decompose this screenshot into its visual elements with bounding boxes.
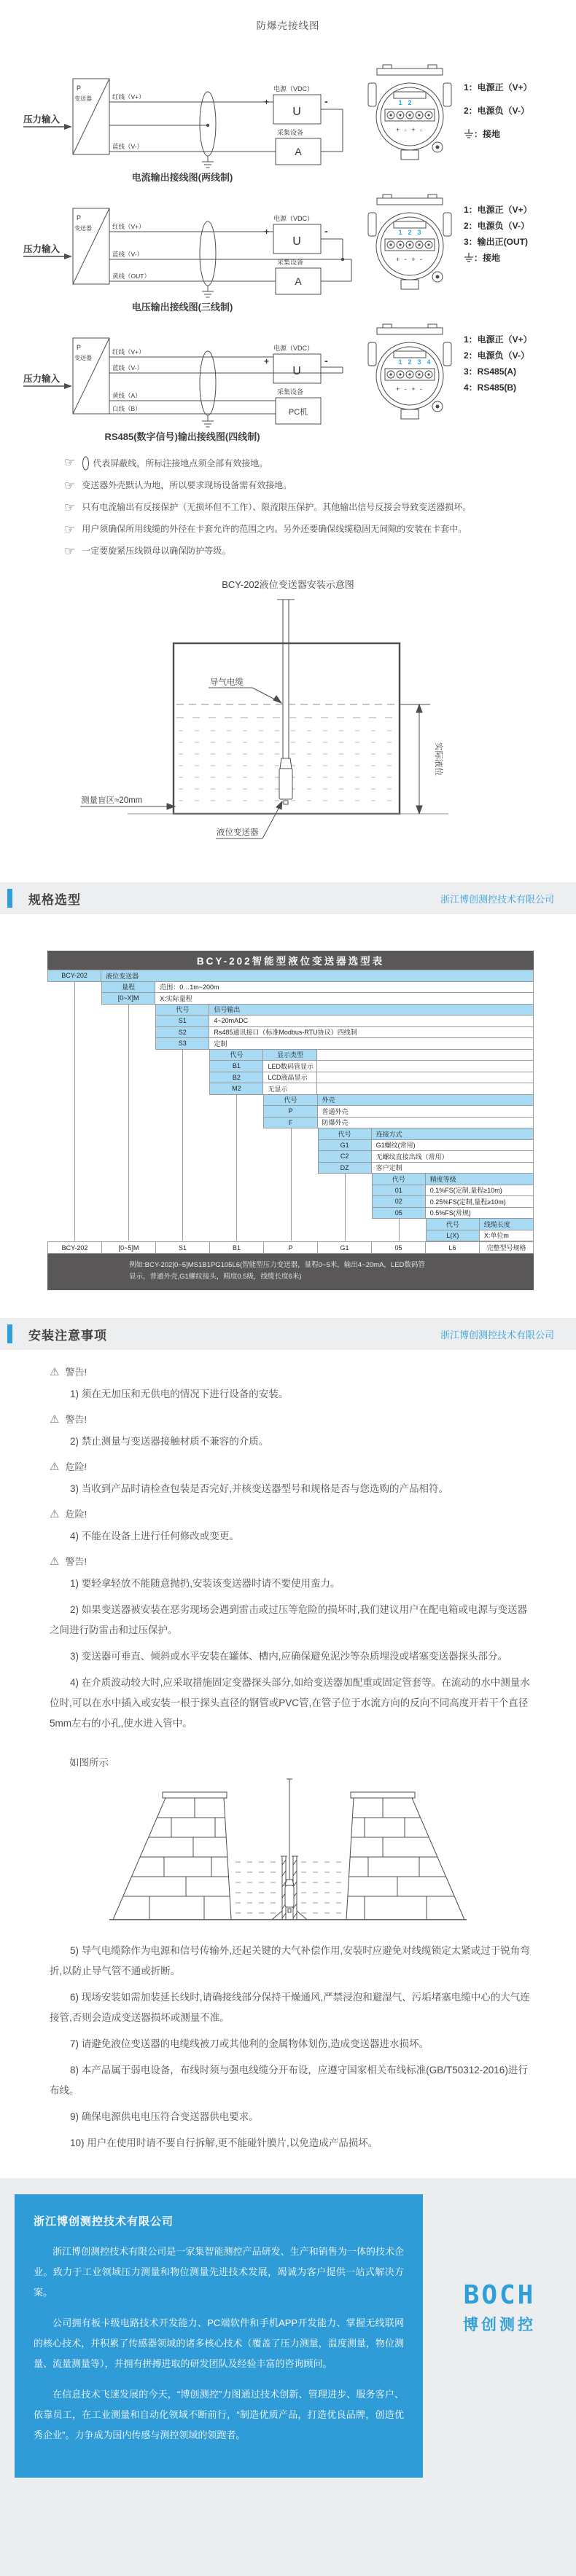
svg-text:3: 3	[417, 229, 421, 236]
table-cell-code: S2	[155, 1026, 209, 1039]
warning-item: 4) 不能在设备上进行任何修改或变更。	[70, 1531, 239, 1542]
note-text: 一定要旋紧压线锁母以确保防护等级。	[82, 546, 231, 556]
table-cell-code: F	[263, 1117, 317, 1129]
table-cell-desc: 显示类型	[262, 1049, 317, 1061]
warning-item: 1) 须在无加压和无供电的情况下进行设备的安装。	[70, 1389, 289, 1400]
wiring-legend	[464, 200, 532, 267]
table-cell-desc: 无螺纹直接出线（常用）	[371, 1150, 534, 1163]
table-cell-empty	[316, 1072, 534, 1084]
svg-text:红线（V+）: 红线（V+）	[112, 348, 145, 356]
table-cell-code: DZ	[318, 1162, 372, 1174]
installation-diagram	[40, 594, 536, 855]
table-cell-code: B1	[209, 1060, 263, 1072]
svg-text:电源（VDC）: 电源（VDC）	[273, 345, 314, 352]
svg-text:2: 2	[408, 358, 412, 366]
table-cell-desc: 信号输出	[209, 1004, 534, 1016]
table-cell-code: 代号	[318, 1128, 372, 1140]
svg-text:P: P	[77, 85, 82, 92]
svg-text:1: 1	[398, 358, 402, 366]
table-cell-desc: 无显示	[262, 1083, 317, 1095]
svg-text:红线（V+）: 红线（V+）	[112, 223, 145, 230]
table-cell-desc: 液位变送器	[101, 970, 534, 982]
company-footer	[0, 2178, 576, 2576]
wiring-diagram-3	[22, 319, 576, 443]
svg-text:P: P	[77, 344, 82, 351]
precaution-item: 9) 确保电源供电电压符合变送器供电要求。	[70, 2111, 259, 2123]
note-text: 用户须确保所用线缆的外径在卡套允许的范围之内。另外还要确保线缆稳固无间隙的安装在卡套中。	[82, 524, 467, 534]
svg-text:变送器: 变送器	[74, 355, 92, 361]
actual-level-label: 实际液位	[434, 742, 443, 776]
wiring-schematic	[22, 319, 365, 428]
svg-text:+: +	[264, 356, 270, 366]
table-cell-desc: 线缆长度	[479, 1218, 534, 1230]
wiring-diagram-2	[22, 189, 576, 313]
svg-text:P: P	[77, 214, 82, 221]
warning-heading: ⚠ 危险!	[50, 1507, 87, 1520]
legend-item: 1：电源正（V+）	[464, 205, 532, 215]
wiring-caption: RS485(数字信号)输出接线图(四线制)	[104, 431, 260, 442]
section-bar-spec	[0, 882, 576, 914]
table-cell-code: 代号	[426, 1218, 480, 1230]
company-name: 浙江博创测控技术有限公司	[34, 2215, 174, 2229]
table-cell-desc: 0.5%FS(常规)	[425, 1207, 534, 1220]
table-cell-desc: X:实际量程	[155, 992, 534, 1005]
svg-text:+ - + -: + - + -	[395, 126, 424, 133]
warning-icon: ⚠	[50, 1507, 60, 1520]
precautions-after-figure	[0, 1932, 576, 2159]
table-cell-desc: 防爆外壳	[317, 1117, 534, 1129]
svg-text:变送器: 变送器	[74, 95, 92, 102]
transmitter-head-icon	[366, 63, 454, 166]
legend-item: ：接地	[464, 127, 532, 140]
wiring-schematic	[22, 189, 365, 299]
warning-item: 1) 要轻拿轻放不能随意抛扔,安装该变送器时请不要使用蛮力。	[70, 1578, 340, 1590]
table-example-cell: S1	[155, 1241, 210, 1254]
warning-block	[50, 1459, 531, 1499]
warning-icon: ⚠	[50, 1555, 60, 1568]
legend-item: 2：电源负（V-）	[464, 221, 530, 231]
svg-text:红线（V+）: 红线（V+）	[112, 93, 145, 101]
wiring-notes	[64, 456, 576, 567]
table-cell-code: S1	[155, 1015, 209, 1027]
install-figure-title: BCY-202液位变送器安装示意图	[222, 579, 354, 590]
table-cell-empty	[316, 1049, 534, 1061]
wiring-caption: 电流输出接线图(两线制)	[131, 172, 233, 183]
table-cell-empty	[316, 1083, 534, 1095]
section-bar-install	[0, 1318, 576, 1350]
warning-heading: ⚠ 危险!	[50, 1460, 87, 1473]
svg-text:采集设备: 采集设备	[277, 259, 304, 266]
boch-logo-text: BOCH	[463, 2280, 536, 2311]
table-cell-code: B2	[209, 1072, 263, 1084]
svg-text:蓝线（V-）: 蓝线（V-）	[112, 364, 144, 372]
svg-text:-: -	[324, 355, 328, 366]
warning-block	[50, 1554, 531, 1734]
note-text: 代表屏蔽线，所标注接地点须全部有效接地。	[82, 456, 268, 471]
wiring-legend	[464, 70, 532, 151]
section-title: 安装注意事项	[28, 1328, 107, 1343]
warning-icon: ⚠	[50, 1413, 60, 1426]
table-cell-code: M2	[209, 1083, 263, 1095]
wiring-note	[64, 501, 576, 514]
svg-text:压力输入: 压力输入	[23, 244, 61, 254]
svg-text:-: -	[324, 225, 328, 237]
wiring-schematic	[22, 60, 365, 169]
table-cell-empty	[316, 1060, 534, 1072]
table-cell-code: 代号	[209, 1049, 263, 1061]
svg-text:变送器: 变送器	[74, 225, 92, 232]
company-paragraph: 浙江博创测控技术有限公司是一家集智能测控产品研发、生产和销售为一体的技术企业。致力于工业领域压力测量和物位测量先进技术发展，竭诚为客户提供一站式解决方案。	[34, 2246, 404, 2298]
precaution-item: 10) 用户在使用时请不要自行拆解,更不能碰针膜片,以免造成产品损坏。	[70, 2137, 378, 2149]
svg-text:采集设备: 采集设备	[277, 388, 304, 396]
svg-text:1: 1	[398, 99, 402, 106]
legend-item: 2：电源负（V-）	[464, 106, 530, 116]
table-cell-code: 代号	[263, 1094, 317, 1107]
warning-icon: ⚠	[50, 1365, 60, 1378]
transmitter-head-icon	[366, 322, 454, 425]
section-accent	[7, 889, 12, 908]
table-footnote: 例如:BCY-202[0~5]MS1B1PG105L6(智能型压力变送器，量程0~5米，输出4~20mA，LED数码管显示，普通外壳,G1螺纹接头，精度0.5级，线缆长度6米)	[47, 1254, 534, 1290]
table-cell-code: S3	[155, 1037, 209, 1050]
legend-item: 4：RS485(B)	[464, 382, 517, 393]
section-accent	[7, 1324, 12, 1343]
svg-text:压力输入: 压力输入	[23, 374, 61, 384]
svg-text:3: 3	[417, 358, 421, 366]
wiring-note	[64, 545, 576, 558]
note-hand-icon: ☞	[64, 522, 76, 536]
shield-wire-icon	[82, 456, 90, 471]
table-example-cell: G1	[317, 1241, 372, 1254]
warning-item: 2) 禁止测量与变送器接触材质不兼容的介质。	[70, 1436, 269, 1448]
table-cell-code: G1	[318, 1139, 372, 1152]
table-cell-code: P	[263, 1105, 317, 1118]
wiring-diagrams-section	[0, 60, 576, 449]
table-cell-desc: X:单位m	[479, 1230, 534, 1242]
blind-zone-label: 测量盲区≈20mm	[81, 796, 143, 805]
svg-text:采集设备: 采集设备	[277, 129, 304, 136]
company-panel	[15, 2194, 423, 2478]
table-cell-code: 代号	[372, 1173, 426, 1185]
table-cell-desc: Rs485通讯接口（标准Modbus-RTU协议）四线制	[209, 1026, 534, 1039]
precaution-item: 7) 请避免液位变送器的电缆线被刀或其他利的金属物体划伤,造成变送器进水损坏。	[70, 2038, 429, 2050]
svg-text:2: 2	[408, 229, 412, 236]
svg-text:蓝线（V-）: 蓝线（V-）	[112, 143, 144, 150]
table-example-cell: BCY-202	[47, 1241, 102, 1254]
boch-logo-subtext: 博创测控	[463, 2317, 536, 2334]
warning-icon: ⚠	[50, 1460, 60, 1473]
figure-caption: 如图所示	[69, 1757, 109, 1769]
svg-text:1: 1	[398, 229, 402, 236]
svg-text:黄线（OUT）: 黄线（OUT）	[112, 272, 150, 280]
svg-text:-: -	[324, 95, 328, 107]
svg-text:+ - + -: + - + -	[395, 256, 424, 263]
transmitter-label: 液位变送器	[217, 828, 259, 837]
precaution-item: 6) 现场安装如需加装延长线时,请确接线部分保持干燥通风,严禁浸泡和避湿气、污垢堵塞电缆中心的大气连接管,否则会造成变送器损坏或测量不准。	[50, 1992, 530, 2024]
wiring-diagram-1	[22, 60, 576, 184]
wiring-note	[64, 456, 576, 471]
legend-item: 1：电源正（V+）	[464, 82, 532, 93]
table-example-cell: B1	[209, 1241, 264, 1254]
legend-item: 3：RS485(A)	[464, 366, 517, 377]
warning-heading: ⚠ 警告!	[50, 1555, 87, 1568]
section-title: 规格选型	[28, 892, 81, 907]
precaution-item: 8) 本产品属于弱电设备，布线时须与强电线缆分开布设，应遵守国家相关布线标准(GB/T50312-2016)进行布线。	[50, 2065, 528, 2097]
table-cell-desc: 连接方式	[371, 1128, 534, 1140]
svg-text:2: 2	[408, 99, 412, 106]
section-company: 浙江博创测控技术有限公司	[440, 1329, 554, 1340]
table-cell-code: 05	[372, 1207, 426, 1220]
table-example-cell: 05	[371, 1241, 426, 1254]
table-cell-desc: LCD液晶显示	[262, 1072, 317, 1084]
table-cell-code: 01	[372, 1185, 426, 1197]
table-cell-code: 量程	[101, 981, 155, 994]
legend-item: 2：电源负（V-）	[464, 350, 530, 361]
table-cell-code: C2	[318, 1150, 372, 1163]
note-text: 只有电流输出有反接保护（无损坏但不工作）、限流限压保护。其他输出信号反接会导致变送器损坏。	[82, 502, 472, 512]
svg-text:白线（B）: 白线（B）	[112, 405, 141, 412]
svg-text:A: A	[295, 275, 302, 287]
table-cell-desc: 4~20mADC	[209, 1015, 534, 1027]
svg-text:电源（VDC）: 电源（VDC）	[273, 85, 314, 93]
svg-text:+: +	[264, 97, 270, 107]
table-cell-desc: G1螺纹(常用)	[371, 1139, 534, 1152]
ground-icon	[464, 252, 474, 263]
table-example-cell: 完整型号规格	[479, 1241, 534, 1254]
svg-text:U: U	[292, 106, 301, 118]
warning-block	[50, 1412, 531, 1452]
table-title: BCY-202智能型液位变送器选型表	[47, 951, 534, 970]
table-cell-code: 02	[372, 1195, 426, 1208]
table-cell-desc: 范围：0…1m~200m	[155, 981, 534, 994]
note-hand-icon: ☞	[64, 544, 76, 558]
table-example-cell: L6	[425, 1241, 480, 1254]
table-cell-code: [0~X]M	[101, 992, 155, 1005]
precautions-list	[0, 1350, 576, 1741]
table-example-row	[47, 1241, 534, 1254]
svg-text:4: 4	[427, 358, 431, 366]
wiring-caption: 电压输出接线图(三线制)	[131, 302, 233, 313]
note-hand-icon: ☞	[64, 479, 76, 492]
table-example-cell: [0~5]M	[101, 1241, 156, 1254]
section-company: 浙江博创测控技术有限公司	[440, 893, 554, 905]
warning-block	[50, 1507, 531, 1547]
warning-item: 4) 在介质波动较大时,应采取措施固定变器探头部分,如给变送器加配重或固定管套等。在流动的水中测量水位时,可以在水中插入或安装一根于探头直径的钢管或PVC管,在管子位于水流方向的反向不同高度开若干个直径5mm左右的小孔,使水进入管中。	[50, 1677, 530, 1729]
warning-item: 2) 如果变送器被安装在恶劣现场会遇到雷击或过压等危险的损坏时,我们建议用户在配电箱或电源与变送器之间进行防雷击和过压保护。	[50, 1604, 528, 1636]
warning-item: 3) 变送器可垂直、倾斜或水平安装在罐体、槽内,应确保避免泥沙等杂质埋没或堵塞变送器探头部分。	[70, 1651, 508, 1662]
table-example-cell: P	[263, 1241, 318, 1254]
legend-item: 1：电源正（V+）	[464, 334, 532, 345]
table-cell-desc: 定制	[209, 1037, 534, 1050]
table-cell-desc: 普通外壳	[317, 1105, 534, 1118]
legend-item: ：接地	[464, 251, 532, 264]
svg-text:U: U	[292, 365, 301, 377]
wiring-legend	[464, 329, 532, 397]
table-cell-desc: 客户定制	[371, 1162, 534, 1174]
page-title: 防爆壳接线图	[256, 20, 320, 31]
warning-block	[50, 1364, 531, 1405]
model-selection-table	[47, 951, 534, 1290]
boch-logo	[463, 2280, 536, 2335]
warning-heading: ⚠ 警告!	[50, 1365, 87, 1378]
dam-installation-diagram	[40, 1770, 536, 1932]
svg-text:+: +	[264, 227, 270, 237]
note-hand-icon: ☞	[64, 500, 76, 514]
svg-text:PC机: PC机	[288, 408, 308, 417]
company-paragraph: 公司拥有板卡级电路技术开发能力、PC端软件和手机APP开发能力、掌握无线联网的核心技术，并积累了传感器领域的诸多核心技术（覆盖了压力测量，温度测量，物位测量、流量测量等），并拥有拼搏进取的研发团队及经验丰富的咨询顾问。	[34, 2317, 404, 2370]
svg-text:U: U	[292, 235, 301, 248]
table-body	[47, 970, 534, 1241]
svg-text:压力输入: 压力输入	[23, 114, 61, 125]
table-cell-code: BCY-202	[47, 970, 101, 982]
svg-text:+ - + -: + - + -	[395, 385, 424, 393]
svg-text:蓝线（V-）: 蓝线（V-）	[112, 251, 144, 258]
wiring-note	[64, 523, 576, 536]
svg-text:A: A	[295, 146, 302, 157]
legend-item: 3：输出正(OUT)	[464, 237, 528, 247]
table-cell-desc: 0.25%FS(定制,量程≥10m)	[425, 1195, 534, 1208]
ground-icon	[464, 128, 474, 139]
note-hand-icon: ☞	[64, 455, 76, 469]
cable-label: 导气电缆	[210, 678, 244, 687]
warning-item: 3) 当收到产品时请检查包装是否完好,并核变送器型号和规格是否与您选购的产品相符。	[70, 1483, 449, 1495]
note-text: 变送器外壳默认为地，所以要求现场设备需有效接地。	[82, 480, 292, 490]
svg-text:电源（VDC）: 电源（VDC）	[273, 215, 314, 222]
table-cell-desc: 0.1%FS(定制,量程≥10m)	[425, 1185, 534, 1197]
table-cell-desc: 精度等级	[425, 1173, 534, 1185]
warning-heading: ⚠ 警告!	[50, 1413, 87, 1426]
table-cell-desc: 外壳	[317, 1094, 534, 1107]
company-paragraph: 在信息技术飞速发展的今天，“博创测控”力图通过技术创新、管理进步、服务客户、依靠员工，在工业测量和自动化领域不断前行，“制造优质产品，打造优良品牌，创造优秀企业”。力争成为国内传感与测控领域的领跑者。	[34, 2389, 404, 2441]
precaution-item: 5) 导气电缆除作为电源和信号传输外,还起关键的大气补偿作用,安装时应避免对线缆锁定太紧或过于锐角弯折,以防止导气管不通或折断。	[50, 1945, 530, 1977]
transmitter-head-icon	[366, 192, 454, 296]
wiring-note	[64, 479, 576, 492]
table-cell-code: 代号	[155, 1004, 209, 1016]
svg-text:黄线（A）: 黄线（A）	[112, 392, 141, 399]
table-cell-desc: LED数码管显示	[262, 1060, 317, 1072]
table-cell-code: L(X)	[426, 1230, 480, 1242]
